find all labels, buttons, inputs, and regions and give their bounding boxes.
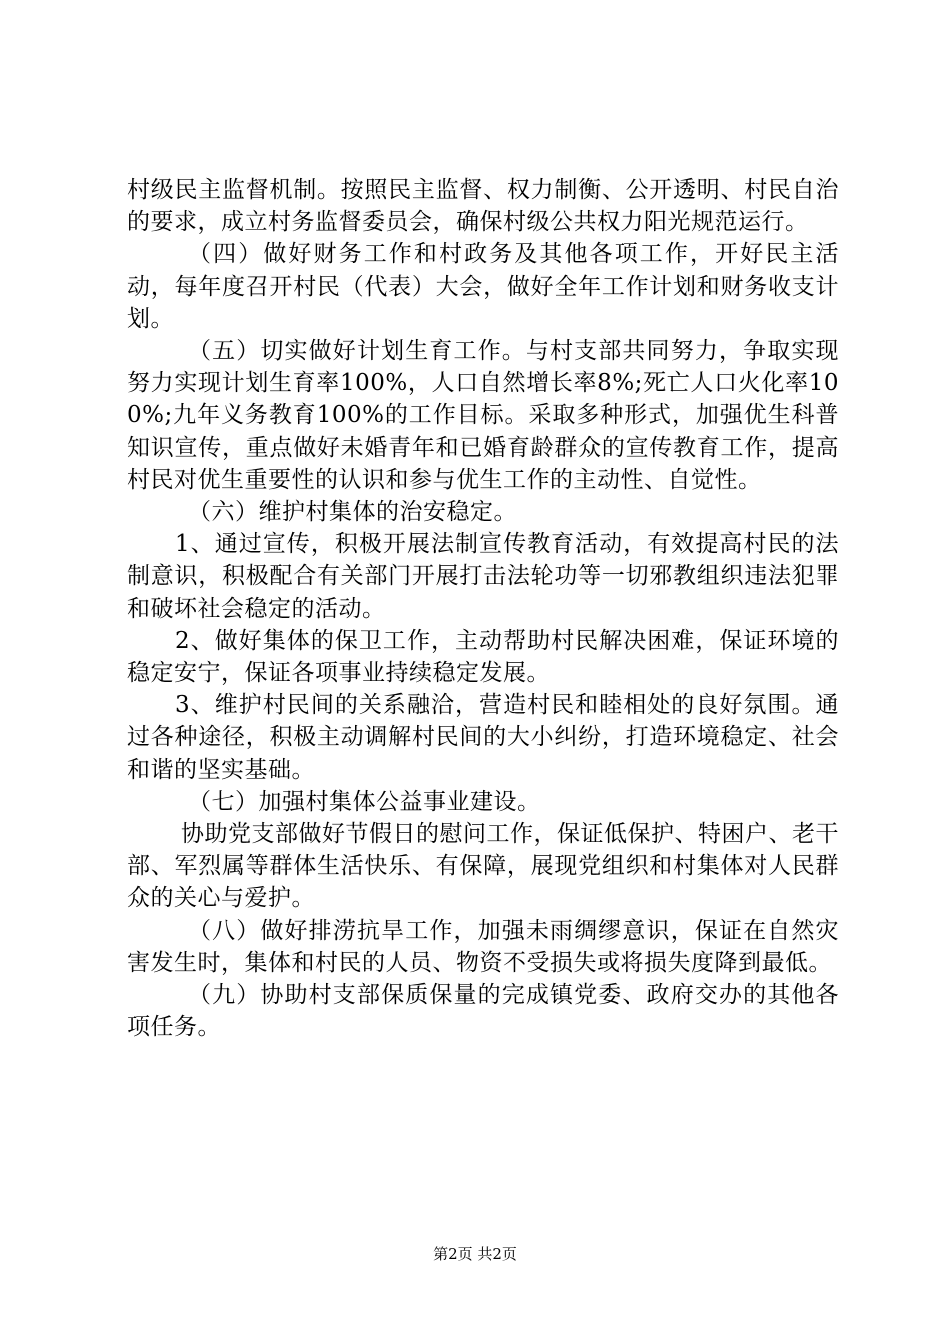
paragraph-section-7: （七）加强村集体公益事业建设。 [188, 788, 541, 815]
paragraph-item-3: 3、维护村民间的关系融洽，营造村民和睦相处的良好氛围。通过各种途径，积极主动调解村民间的大小纠纷，打造环境稳定、社会和谐的坚实基础。 [127, 692, 839, 783]
page-footer [0, 1244, 950, 1264]
document-body [127, 174, 839, 1043]
paragraph-section-4: （四）做好财务工作和村政务及其他各项工作，开好民主活动，每年度召开村民（代表）大会，做好全年工作计划和财务收支计划。 [127, 241, 839, 332]
paragraph-supervision: 村级民主监督机制。按照民主监督、权力制衡、公开透明、村民自治的要求，成立村务监督委员会，确保村级公共权力阳光规范运行。 [127, 177, 839, 236]
paragraph-section-8: （八）做好排涝抗旱工作，加强未雨绸缪意识，保证在自然灾害发生时，集体和村民的人员、物资不受损失或将损失度降到最低。 [127, 917, 839, 976]
paragraph-section-9: （九）协助村支部保质保量的完成镇党委、政府交办的其他各项任务。 [127, 982, 839, 1041]
paragraph-section-6: （六）维护村集体的治安稳定。 [188, 499, 517, 526]
paragraph-item-1: 1、通过宣传，积极开展法制宣传教育活动，有效提高村民的法制意识，积极配合有关部门开展打击法轮功等一切邪教组织违法犯罪和破坏社会稳定的活动。 [127, 531, 839, 622]
paragraph-item-2: 2、做好集体的保卫工作，主动帮助村民解决困难，保证环境的稳定安宁，保证各项事业持续稳定发展。 [127, 627, 839, 687]
paragraph-section-7-body: 协助党支部做好节假日的慰问工作，保证低保护、特困户、老干部、军烈属等群体生活快乐、有保障，展现党组织和村集体对人民群众的关心与爱护。 [127, 821, 839, 912]
page-number-label: 第2页 共2页 [433, 1245, 517, 1263]
paragraph-section-5: （五）切实做好计划生育工作。与村支部共同努力，争取实现努力实现计划生育率100%，人口自然增长率8%;死亡人口火化率100%;九年义务教育100%的工作目标。采取多种形式，加强优生科普知识宣传，重点做好未婚青年和已婚育龄群众的宣传教育工作，提高村民对优生重要性的认识和参与优生工作的主动性、自觉性。 [127, 338, 839, 493]
